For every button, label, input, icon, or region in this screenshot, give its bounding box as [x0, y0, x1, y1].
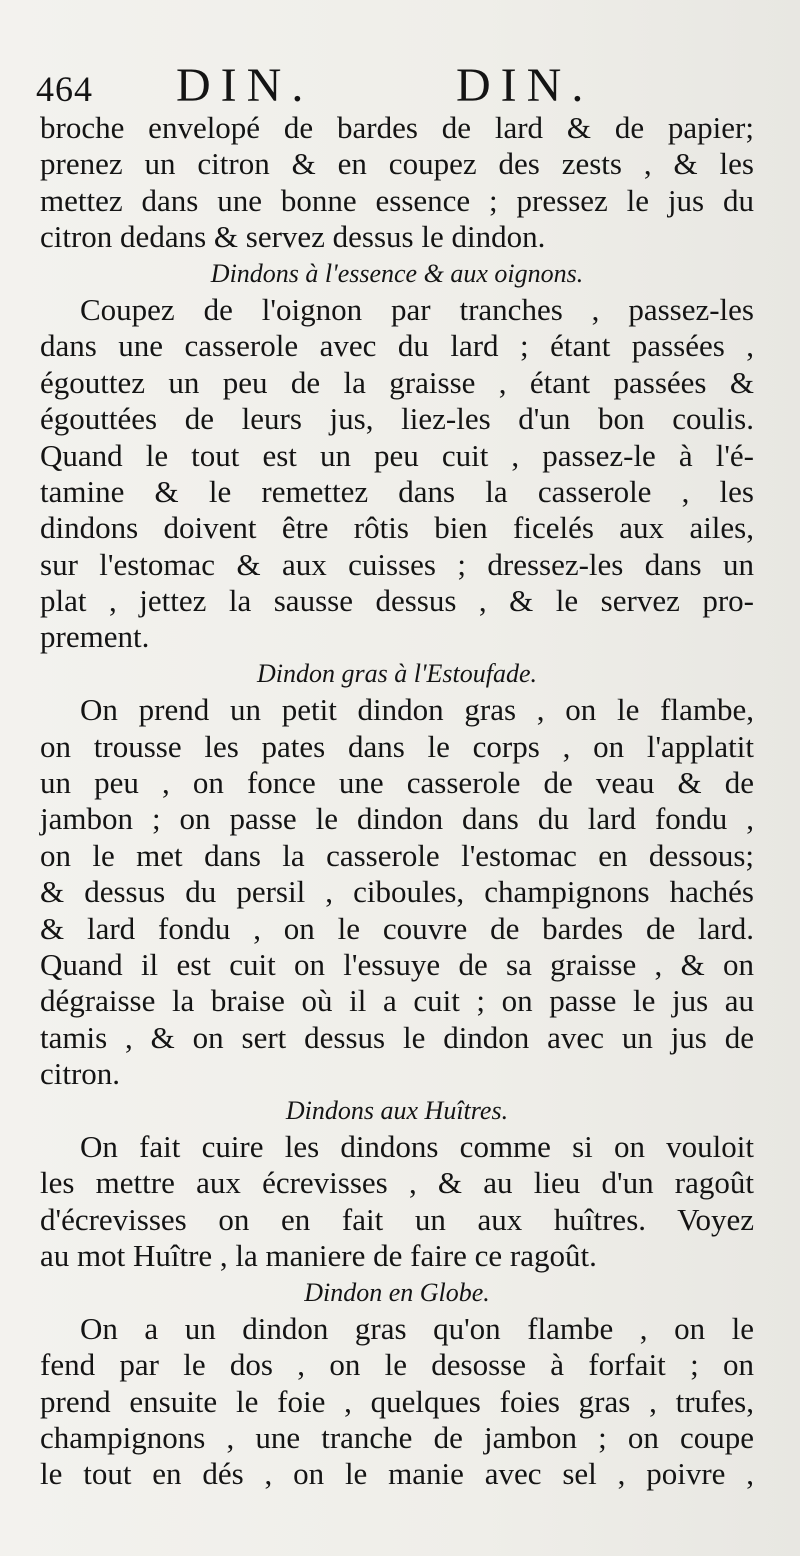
text-line: dindons doivent être rôtis bien ficelés aux ailes, — [40, 510, 754, 546]
text-line: tamine & le remettez dans la casserole , les — [40, 473, 754, 509]
text-line: tamis , & on sert dessus le dindon avec un jus de — [40, 1019, 754, 1055]
text-line: Quand il est cuit on l'essuye de sa graisse , & on — [40, 946, 754, 982]
text-line: citron dedans & servez dessus le dindon. — [40, 219, 546, 255]
section-heading: Dindon gras à l'Estoufade. — [256, 658, 537, 688]
text-line: fend par le dos , on le desosse à forfait ; on — [40, 1347, 754, 1383]
text-line: on le met dans la casserole l'estomac en dessous; — [40, 837, 754, 873]
text-line: le tout en dés , on le manie avec sel , poivre , — [40, 1456, 754, 1492]
text-line: égouttées de leurs jus, liez-les d'un bon coulis. — [40, 401, 754, 437]
page-body — [40, 110, 754, 1493]
page-header — [36, 58, 756, 112]
text-line: dans une casserole avec du lard ; étant passées , — [40, 328, 754, 364]
text-line: jambon ; on passe le dindon dans du lard fondu , — [40, 801, 754, 837]
text-line: un peu , on fonce une casserole de veau & de — [40, 765, 754, 801]
text-line: Coupez de l'oignon par tranches , passez-les — [80, 291, 754, 327]
running-head-left: DIN. — [176, 59, 314, 112]
text-line: d'écrevisses on en fait un aux huîtres. Voyez — [40, 1201, 754, 1237]
text-line: prement. — [40, 619, 150, 655]
section-heading: Dindons à l'essence & aux oignons. — [210, 258, 584, 288]
text-line: On fait cuire les dindons comme si on vouloit — [80, 1128, 754, 1164]
text-line: & lard fondu , on le couvre de bardes de lard. — [40, 910, 754, 946]
text-line: On prend un petit dindon gras , on le flambe, — [80, 692, 754, 728]
text-line: dégraisse la braise où il a cuit ; on passe le jus au — [40, 983, 754, 1019]
text-line: & dessus du persil , ciboules, champignons hachés — [40, 874, 754, 910]
text-line: mettez dans une bonne essence ; pressez le jus du — [40, 182, 754, 218]
section-heading: Dindon en Globe. — [304, 1277, 490, 1307]
text-line: prenez un citron & en coupez des zests , & les — [40, 146, 754, 182]
text-line: plat , jettez la sausse dessus , & le servez pro- — [40, 583, 754, 619]
text-line: citron. — [40, 1056, 121, 1092]
text-line: On a un dindon gras qu'on flambe , on le — [80, 1310, 754, 1346]
text-line: Quand le tout est un peu cuit , passez-le à l'é- — [40, 437, 754, 473]
text-line: les mettre aux écrevisses , & au lieu d'un ragoût — [40, 1165, 754, 1201]
text-line: au mot Huître , la maniere de faire ce ragoût. — [40, 1238, 597, 1274]
running-head-right: DIN. — [456, 59, 594, 112]
page-number: 464 — [36, 69, 93, 109]
text-line: champignons , une tranche de jambon ; on coupe — [40, 1420, 754, 1456]
text-line: sur l'estomac & aux cuisses ; dressez-les dans un — [40, 546, 754, 582]
text-line: broche envelopé de bardes de lard & de papier; — [40, 110, 754, 145]
section-heading: Dindons aux Huîtres. — [285, 1095, 509, 1125]
text-line: prend ensuite le foie , quelques foies gras , trufes, — [40, 1383, 754, 1419]
text-line: égouttez un peu de la graisse , étant passées & — [40, 364, 754, 400]
text-line: on trousse les pates dans le corps , on l'applatit — [40, 728, 754, 764]
